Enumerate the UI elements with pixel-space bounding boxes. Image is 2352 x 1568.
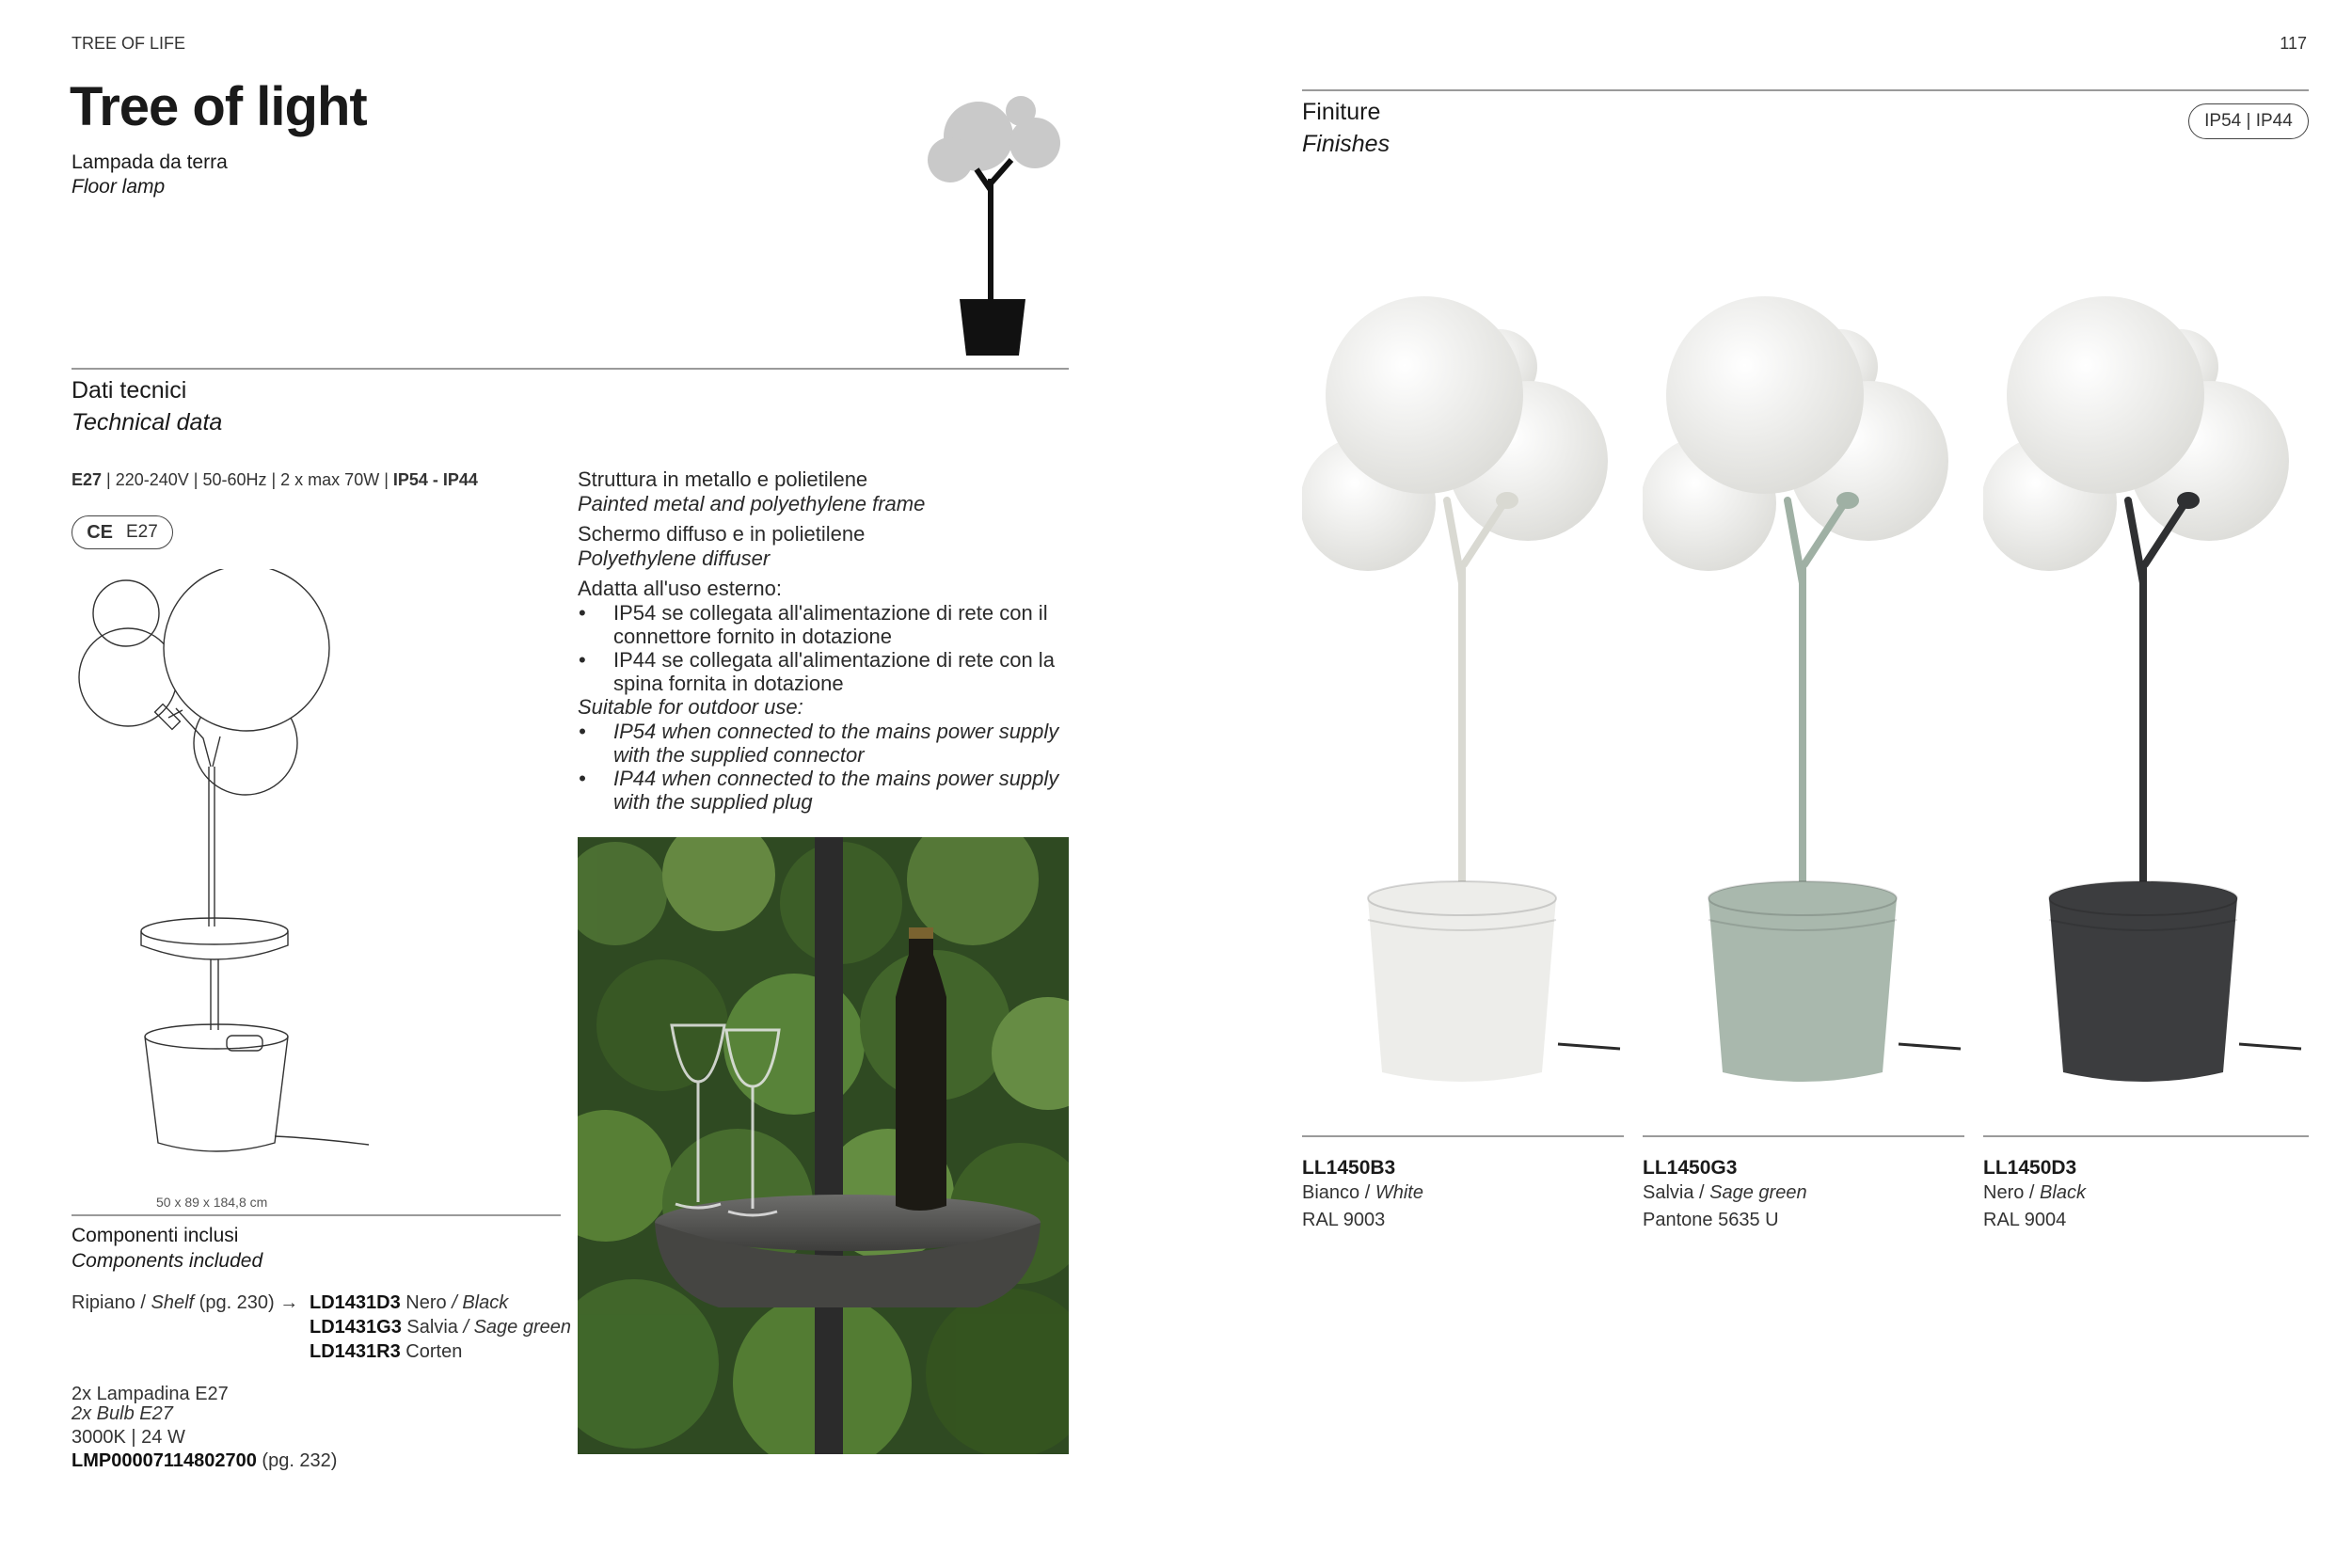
finish-lamp-image xyxy=(1643,282,1963,1082)
components-heading-it: Componenti inclusi xyxy=(72,1225,239,1246)
finishes-heading xyxy=(1302,96,1390,160)
section-label: TREE OF LIFE xyxy=(72,34,186,53)
diffuser-desc-en: Polyethylene diffuser xyxy=(578,546,771,570)
finish-item-white xyxy=(1302,1155,1622,1232)
spec-ip: IP54 - IP44 xyxy=(392,470,478,489)
finish-code: LL1450B3 xyxy=(1302,1157,1396,1179)
list-item: • IP44 se collegata all'alimentazione di rete con la spina fornita in dotazione xyxy=(613,648,1076,695)
product-type-it: Lampada da terra xyxy=(72,151,228,173)
tree-lamp-icon xyxy=(922,85,1073,362)
shelf-label-en: Shelf xyxy=(151,1292,195,1313)
finish-name-en: Sage green xyxy=(1709,1182,1807,1203)
shelf-option-code: LD1431G3 xyxy=(310,1317,402,1338)
shelf-option xyxy=(310,1291,571,1315)
finish-name-it: Nero / xyxy=(1983,1182,2041,1203)
bulb-code: LMP00007114802700 xyxy=(72,1450,257,1471)
finishes-heading-it: Finiture xyxy=(1302,99,1381,125)
shelf-option-name: Salvia xyxy=(406,1317,458,1338)
outdoor-list-it xyxy=(578,601,1076,695)
ip-badge: IP54 | IP44 xyxy=(2188,103,2309,139)
bulb-label-it: 2x Lampadina E27 xyxy=(72,1384,229,1404)
finish-divider xyxy=(1302,1135,1624,1137)
product-type-en: Floor lamp xyxy=(72,176,166,198)
page-title: Tree of light xyxy=(70,76,367,137)
shelf-page-ref: (pg. 230) → xyxy=(199,1292,299,1313)
description xyxy=(578,467,1076,814)
bulb-page-ref: (pg. 232) xyxy=(262,1450,338,1471)
shelf-option-name: Corten xyxy=(405,1341,463,1362)
finish-code: LL1450G3 xyxy=(1643,1157,1738,1179)
page-number: 117 xyxy=(2280,34,2307,53)
finish-divider xyxy=(1983,1135,2309,1137)
technical-heading-en: Technical data xyxy=(72,409,223,436)
components-heading xyxy=(72,1223,262,1274)
technical-heading-it: Dati tecnici xyxy=(72,377,187,404)
shelf-option-name-en: / Sage green xyxy=(463,1317,571,1338)
finish-lamp-image xyxy=(1302,282,1622,1082)
ce-badge-socket: E27 xyxy=(125,522,158,542)
frame-desc-it: Struttura in metallo e polietilene xyxy=(578,467,868,491)
spec-socket: E27 xyxy=(72,470,103,489)
ce-mark-icon: CE xyxy=(87,521,113,543)
technical-heading xyxy=(72,374,222,438)
finish-divider xyxy=(1643,1135,1964,1137)
bulb-label-en: 2x Bulb E27 xyxy=(72,1403,173,1424)
finish-name xyxy=(1983,1180,2303,1205)
shelf-label xyxy=(72,1291,298,1315)
spec-line xyxy=(72,470,478,490)
finish-item-black xyxy=(1983,1155,2303,1232)
shelf-option xyxy=(310,1339,571,1364)
finish-name-en: White xyxy=(1375,1182,1423,1203)
outdoor-list-en xyxy=(578,720,1076,814)
finish-name xyxy=(1643,1180,1963,1205)
finish-item-sage xyxy=(1643,1155,1963,1232)
shelf-option-name: Nero xyxy=(405,1292,447,1313)
technical-drawing xyxy=(72,569,382,1171)
finish-name xyxy=(1302,1180,1622,1205)
ce-badge xyxy=(72,515,173,549)
list-item: • IP54 se collegata all'alimentazione di rete con il connettore fornito in dotazione xyxy=(613,601,1076,648)
list-item: • IP44 when connected to the mains power supply with the supplied plug xyxy=(613,767,1076,814)
bulb-spec: 3000K | 24 W xyxy=(72,1427,185,1448)
outdoor-heading-it: Adatta all'uso esterno: xyxy=(578,577,783,600)
finish-color-ref: RAL 9003 xyxy=(1302,1210,1386,1230)
divider-top-right xyxy=(1302,89,2309,91)
frame-desc-en: Painted metal and polyethylene frame xyxy=(578,492,926,515)
list-item: • IP54 when connected to the mains power supply with the supplied connector xyxy=(613,720,1076,767)
finish-color-ref: RAL 9004 xyxy=(1983,1210,2067,1230)
finish-name-it: Bianco / xyxy=(1302,1182,1375,1203)
bulb-info xyxy=(72,1383,337,1473)
finishes-heading-en: Finishes xyxy=(1302,131,1391,157)
lifestyle-photo xyxy=(578,837,1069,1454)
shelf-options xyxy=(310,1291,571,1364)
shelf-option xyxy=(310,1315,571,1339)
dimensions-label: 50 x 89 x 184,8 cm xyxy=(156,1195,268,1210)
shelf-option-name-en: / Black xyxy=(452,1292,509,1313)
finish-color-ref: Pantone 5635 U xyxy=(1643,1210,1779,1230)
finish-name-en: Black xyxy=(2040,1182,2086,1203)
finish-code: LL1450D3 xyxy=(1983,1157,2077,1179)
divider-components xyxy=(72,1214,561,1216)
shelf-option-code: LD1431D3 xyxy=(310,1292,401,1313)
diffuser-desc-it: Schermo diffuso e in polietilene xyxy=(578,522,866,546)
shelf-option-code: LD1431R3 xyxy=(310,1341,401,1362)
spec-electrical: | 220-240V | 50-60Hz | 2 x max 70W | xyxy=(102,470,393,489)
components-heading-en: Components included xyxy=(72,1250,263,1272)
divider-top-left xyxy=(72,368,1069,370)
outdoor-heading-en: Suitable for outdoor use: xyxy=(578,695,803,719)
finish-lamp-image xyxy=(1983,282,2303,1082)
product-type xyxy=(72,150,228,199)
finish-name-it: Salvia / xyxy=(1643,1182,1710,1203)
shelf-label-it: Ripiano / xyxy=(72,1292,151,1313)
